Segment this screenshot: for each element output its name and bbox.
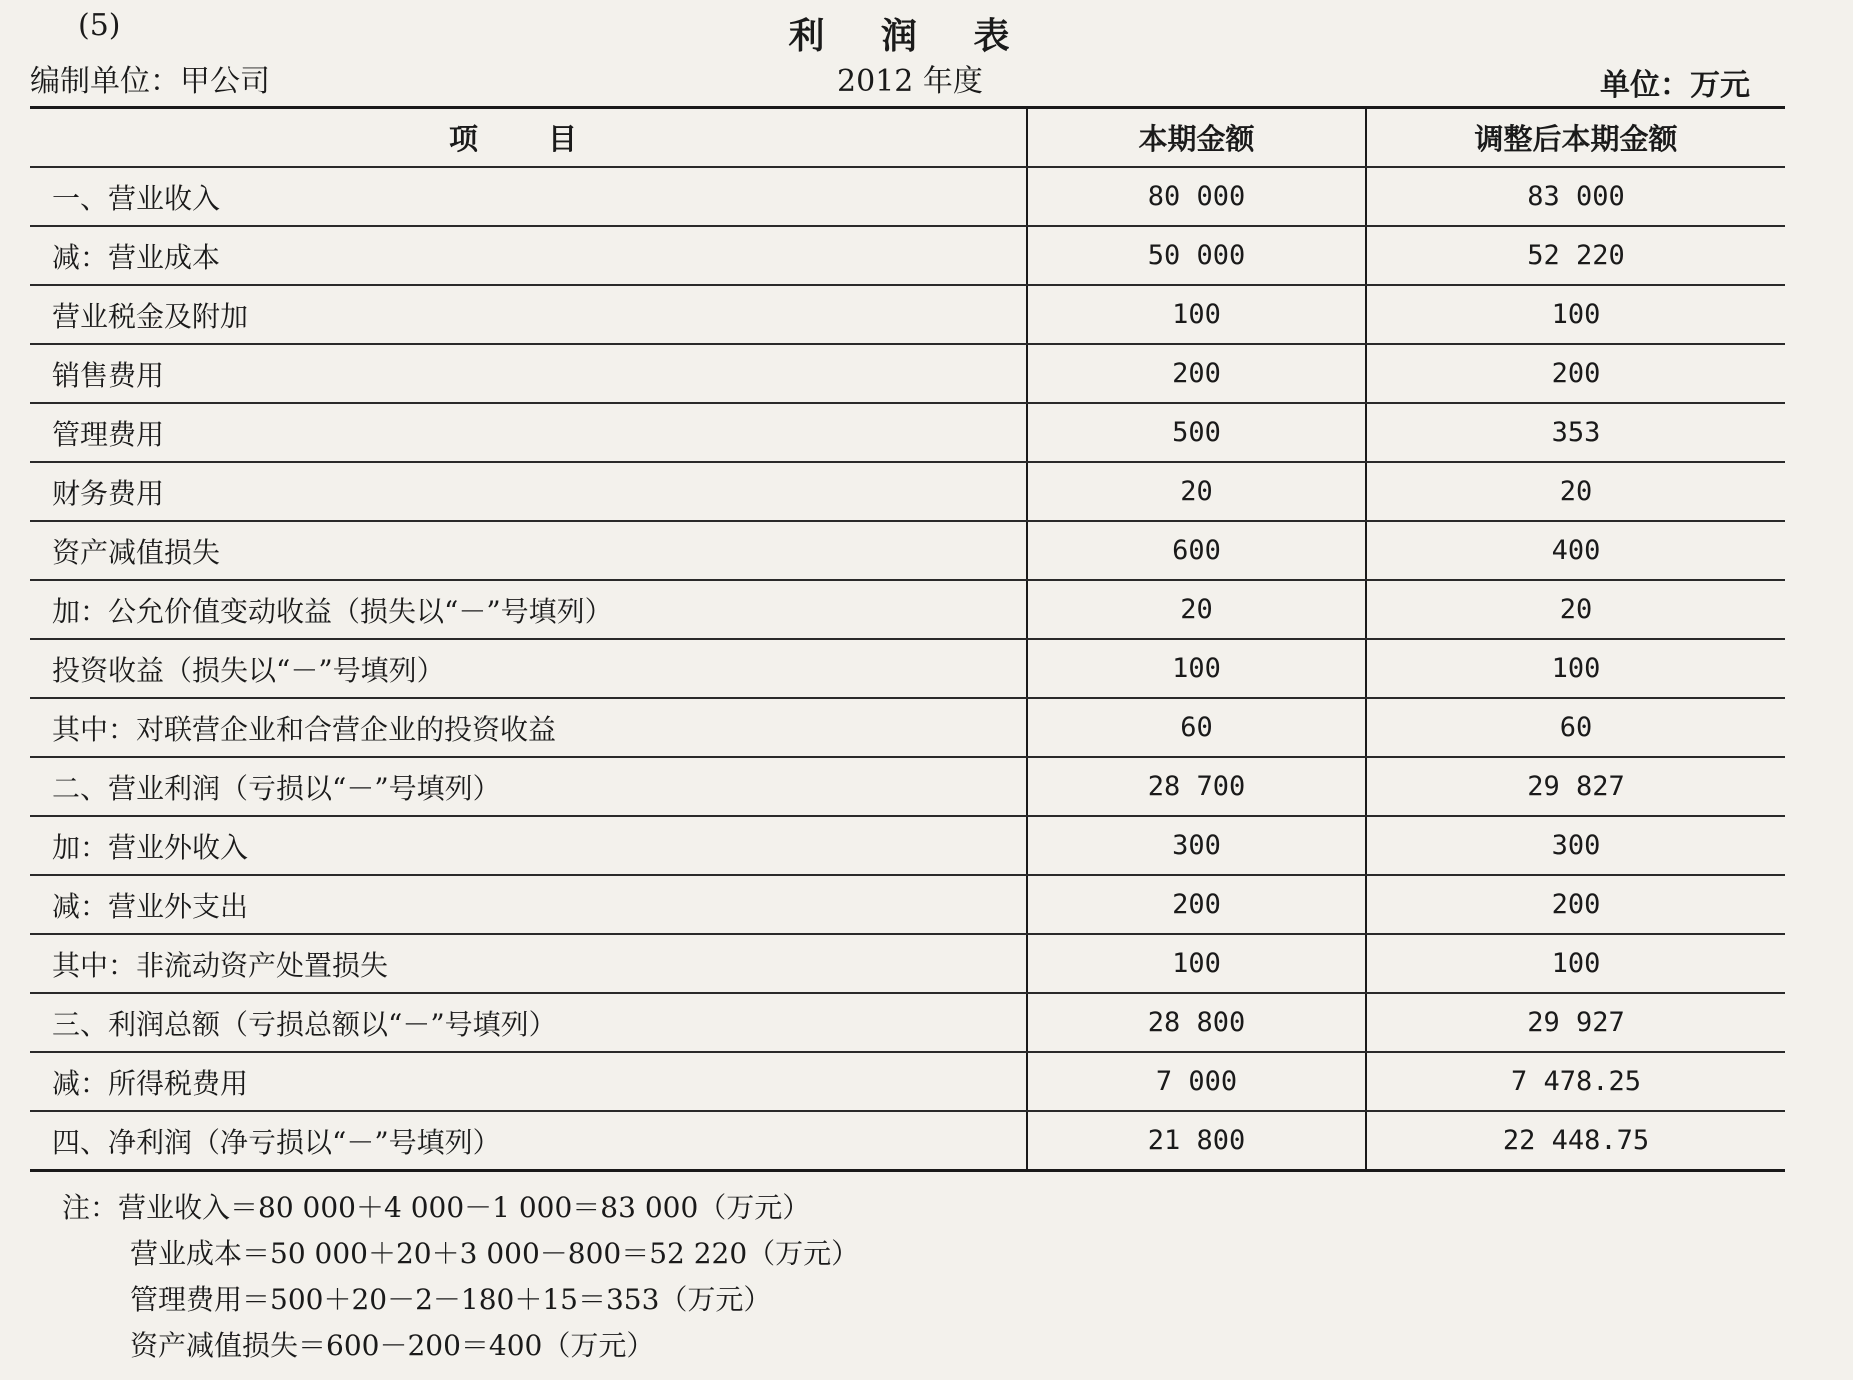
- row-item-label: 三、利润总额（亏损总额以“－”号填列）: [30, 993, 1027, 1052]
- row-current-amount: 200: [1027, 344, 1366, 403]
- table-row: [30, 1052, 1785, 1111]
- row-adjusted-amount: 20: [1366, 580, 1785, 639]
- income-statement-table: [30, 106, 1785, 1172]
- currency-unit: 单位：万元: [1600, 68, 1750, 103]
- row-item-label: 资产减值损失: [30, 521, 1027, 580]
- table-row: [30, 639, 1785, 698]
- row-adjusted-amount: 400: [1366, 521, 1785, 580]
- row-current-amount: 28 700: [1027, 757, 1366, 816]
- row-item-label: 管理费用: [30, 403, 1027, 462]
- row-current-amount: 200: [1027, 875, 1366, 934]
- row-adjusted-amount: 22 448.75: [1366, 1111, 1785, 1171]
- table-row: [30, 285, 1785, 344]
- table-header-row: [30, 108, 1785, 168]
- column-header-item: 项 目: [30, 108, 1027, 168]
- section-number: (5): [78, 8, 121, 43]
- table-body: [30, 167, 1785, 1171]
- row-adjusted-amount: 29 827: [1366, 757, 1785, 816]
- row-current-amount: 7 000: [1027, 1052, 1366, 1111]
- table-row: [30, 403, 1785, 462]
- row-item-label: 其中：非流动资产处置损失: [30, 934, 1027, 993]
- note-line: 资产减值损失＝600－200＝400（万元）: [130, 1329, 655, 1362]
- row-adjusted-amount: 100: [1366, 934, 1785, 993]
- note-line: 营业成本＝50 000＋20＋3 000－800＝52 220（万元）: [130, 1237, 860, 1270]
- row-item-label: 加：营业外收入: [30, 816, 1027, 875]
- table-row: [30, 226, 1785, 285]
- column-header-current: 本期金额: [1027, 108, 1366, 168]
- row-item-label: 投资收益（损失以“－”号填列）: [30, 639, 1027, 698]
- table-row: [30, 698, 1785, 757]
- compiling-unit: 编制单位：甲公司: [30, 64, 270, 99]
- row-item-label: 营业税金及附加: [30, 285, 1027, 344]
- table-row: [30, 344, 1785, 403]
- row-item-label: 四、净利润（净亏损以“－”号填列）: [52, 1125, 501, 1159]
- table-row: [30, 993, 1785, 1052]
- row-item-label: 二、营业利润（亏损以“－”号填列）: [30, 757, 1027, 816]
- table-row: [30, 1111, 1785, 1171]
- column-header-adjusted: 调整后本期金额: [1366, 108, 1785, 168]
- note-line: 注：营业收入＝80 000＋4 000－1 000＝83 000（万元）: [62, 1191, 811, 1224]
- row-current-amount: 50 000: [1027, 226, 1366, 285]
- page-title: 利 润 表: [788, 15, 1032, 57]
- row-adjusted-amount: 52 220: [1366, 226, 1785, 285]
- table-row: [30, 167, 1785, 226]
- table-row: [30, 580, 1785, 639]
- row-item-label: 其中：对联营企业和合营企业的投资收益: [30, 698, 1027, 757]
- row-current-amount: 600: [1027, 521, 1366, 580]
- row-adjusted-amount: 100: [1366, 285, 1785, 344]
- row-adjusted-amount: 83 000: [1366, 167, 1785, 226]
- row-adjusted-amount: 353: [1366, 403, 1785, 462]
- row-item-label: 财务费用: [30, 462, 1027, 521]
- row-current-amount: 20: [1027, 580, 1366, 639]
- row-current-amount: 100: [1027, 639, 1366, 698]
- row-current-amount: 100: [1027, 934, 1366, 993]
- row-item-label: 减：营业外支出: [30, 875, 1027, 934]
- row-item-label: 减：所得税费用: [30, 1052, 1027, 1111]
- table-row: [30, 875, 1785, 934]
- row-current-amount: 20: [1027, 462, 1366, 521]
- row-item-label: 减：营业成本: [30, 226, 1027, 285]
- row-adjusted-amount: 20: [1366, 462, 1785, 521]
- row-current-amount: 60: [1027, 698, 1366, 757]
- row-current-amount: 100: [1027, 285, 1366, 344]
- row-current-amount: 28 800: [1027, 993, 1366, 1052]
- row-current-amount: 21 800: [1027, 1111, 1366, 1171]
- row-current-amount: 80 000: [1027, 167, 1366, 226]
- row-current-amount: 500: [1027, 403, 1366, 462]
- row-adjusted-amount: 7 478.25: [1366, 1052, 1785, 1111]
- table-row: [30, 462, 1785, 521]
- row-item-label: 销售费用: [30, 344, 1027, 403]
- row-adjusted-amount: 300: [1366, 816, 1785, 875]
- row-adjusted-amount: 100: [1366, 639, 1785, 698]
- table-row: [30, 816, 1785, 875]
- row-adjusted-amount: 200: [1366, 344, 1785, 403]
- row-adjusted-amount: 200: [1366, 875, 1785, 934]
- row-item-label: 加：公允价值变动收益（损失以“－”号填列）: [30, 580, 1027, 639]
- row-adjusted-amount: 29 927: [1366, 993, 1785, 1052]
- row-adjusted-amount: 60: [1366, 698, 1785, 757]
- table-row: [30, 521, 1785, 580]
- row-item-label: 一、营业收入: [30, 167, 1027, 226]
- note-line: 管理费用＝500＋20－2－180＋15＝353（万元）: [130, 1283, 772, 1316]
- notes-section: [62, 1185, 859, 1369]
- report-year: 2012 年度: [837, 64, 983, 99]
- row-current-amount: 300: [1027, 816, 1366, 875]
- table-row: [30, 934, 1785, 993]
- table-row: [30, 757, 1785, 816]
